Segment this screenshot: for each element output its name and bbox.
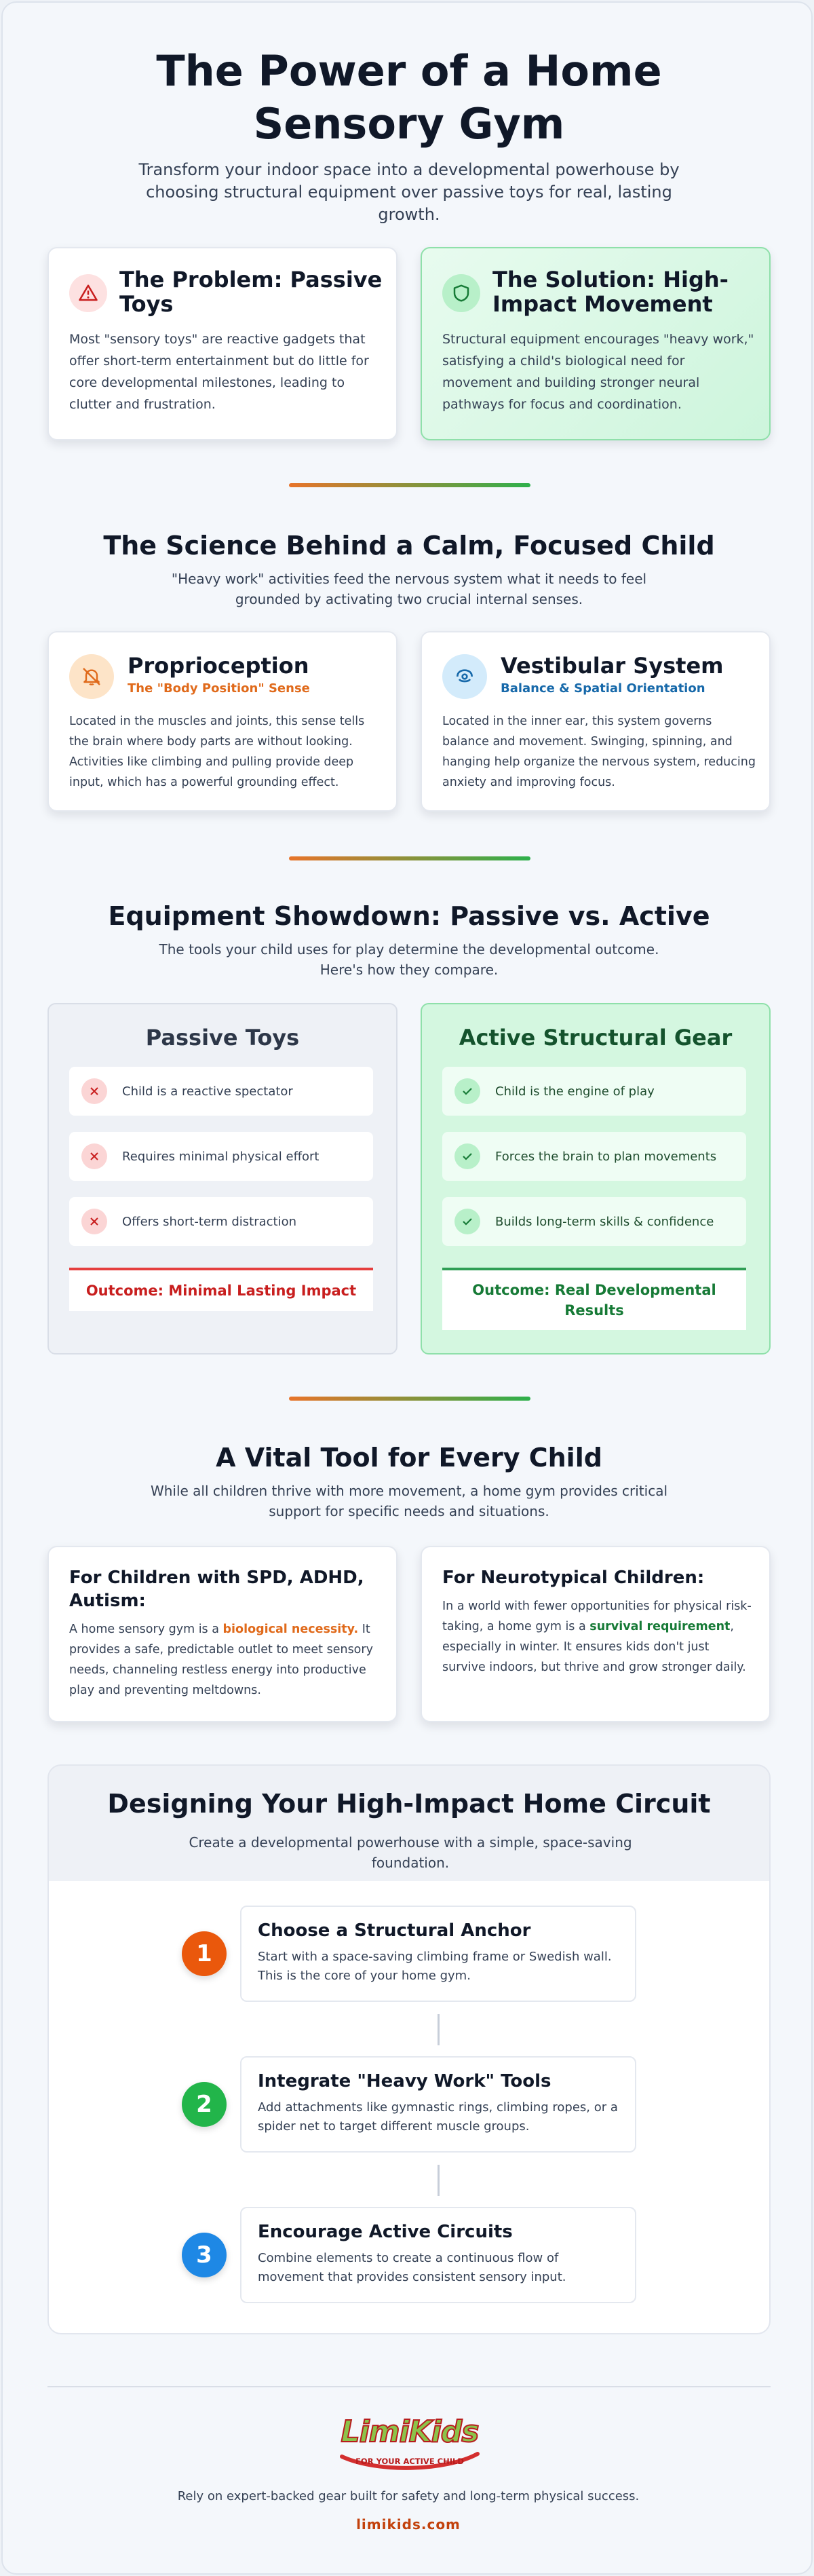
step-connector (438, 2014, 440, 2045)
passive-item-label: Requires minimal physical effort (122, 1149, 319, 1164)
check-icon (454, 1143, 480, 1169)
step-card (240, 2207, 636, 2303)
vital-title: A Vital Tool for Every Child (216, 1443, 602, 1473)
limikids-logo (336, 2414, 483, 2471)
footer-link[interactable]: limikids.com (356, 2516, 461, 2533)
spd-title: For Children with SPD, ADHD, Autism: (69, 1568, 364, 1611)
step-number: 1 (182, 1931, 227, 1976)
solution-title: The Solution: High-Impact Movement (492, 267, 729, 317)
spd-highlight: biological necessity. (222, 1623, 359, 1636)
active-item-label: Forces the brain to plan movements (495, 1149, 717, 1164)
x-icon (81, 1209, 107, 1234)
proprioception-card (47, 631, 398, 812)
section-divider (289, 483, 530, 487)
passive-column (47, 1003, 398, 1355)
circuit-title: Designing Your High-Impact Home Circuit (107, 1789, 711, 1819)
step-text: Add attachments like gymnastic rings, climbing ropes, or a spider net to target different muscle groups. (258, 2100, 618, 2134)
problem-card (47, 247, 398, 440)
section-divider (289, 856, 530, 860)
ear-icon (442, 654, 487, 699)
circuit-section (47, 1764, 771, 2334)
passive-outcome: Outcome: Minimal Lasting Impact (69, 1268, 373, 1311)
x-icon (81, 1078, 107, 1104)
active-item (442, 1197, 746, 1246)
active-item-label: Child is the engine of play (495, 1084, 655, 1099)
passive-item (69, 1067, 373, 1116)
circuit-subtitle: Create a developmental powerhouse with a simple, space-saving foundation. (189, 1834, 632, 1871)
page-title: The Power of a Home Sensory Gym (156, 46, 662, 149)
problem-text: Most "sensory toys" are reactive gadgets that offer short-term entertainment but do little for core developmental milestones, leading to clutter and frustration. (69, 332, 369, 412)
active-title: Active Structural Gear (459, 1025, 733, 1050)
check-icon (454, 1078, 480, 1104)
spd-text: A home sensory gym is a biological necessity. It provides a safe, predictable outlet to meet sensory needs, channeling restless energy into productive play and preventing meltdowns. (69, 1623, 373, 1697)
active-item (442, 1067, 746, 1116)
active-column (421, 1003, 771, 1355)
step-title: Integrate "Heavy Work" Tools (258, 2071, 551, 2091)
proprioception-text: Located in the muscles and joints, this sense tells the brain where body parts are without looking. Activities like climbing and pulling provide deep input, which has a powerful grounding effect. (69, 715, 365, 789)
vestibular-title: Vestibular System (501, 653, 724, 679)
problem-title: The Problem: Passive Toys (119, 267, 383, 317)
step-number: 2 (182, 2082, 227, 2127)
step-text: Start with a space-saving climbing frame or Swedish wall. This is the core of your home gym. (258, 1950, 612, 1983)
footer-divider (47, 2386, 771, 2387)
active-outcome: Outcome: Real Developmental Results (442, 1268, 746, 1330)
vestibular-tagline: Balance & Spatial Orientation (501, 681, 705, 696)
active-item (442, 1132, 746, 1181)
passive-item-label: Offers short-term distraction (122, 1214, 297, 1229)
spd-card (47, 1546, 398, 1722)
logo-tagline: FOR YOUR ACTIVE CHILD (355, 2457, 464, 2466)
vital-subtitle: While all children thrive with more movement, a home gym provides critical support for specific needs and situations. (150, 1483, 668, 1519)
neuro-highlight: survival requirement (589, 1620, 731, 1633)
showdown-header (47, 900, 771, 980)
solution-card (421, 247, 771, 440)
section-divider (289, 1397, 530, 1401)
bell-off-icon (69, 654, 114, 699)
header (47, 45, 771, 226)
step-card (240, 1906, 636, 2002)
science-title: The Science Behind a Calm, Focused Child (103, 531, 715, 561)
neuro-title: For Neurotypical Children: (442, 1568, 705, 1588)
vestibular-text: Located in the inner ear, this system governs balance and movement. Swinging, spinning, and hanging help organize the nervous system, reducing anxiety and improving focus. (442, 715, 756, 789)
showdown-title: Equipment Showdown: Passive vs. Active (108, 901, 710, 931)
warning-icon (69, 274, 107, 312)
science-subtitle: "Heavy work" activities feed the nervous system what it needs to feel grounded by activating two crucial internal senses. (171, 571, 647, 607)
step-text: Combine elements to create a continuous flow of movement that provides consistent sensory input. (258, 2251, 566, 2284)
x-icon (81, 1143, 107, 1169)
passive-item (69, 1132, 373, 1181)
step-number: 3 (182, 2233, 227, 2277)
passive-item (69, 1197, 373, 1246)
step-title: Encourage Active Circuits (258, 2222, 513, 2242)
proprioception-title: Proprioception (128, 653, 309, 679)
logo-wordmark: LimiKids (341, 2414, 479, 2449)
vital-header (47, 1441, 771, 1521)
infographic-page (1, 1, 813, 2575)
passive-item-label: Child is a reactive spectator (122, 1084, 293, 1099)
proprioception-tagline: The "Body Position" Sense (128, 681, 310, 696)
intro-text: Transform your indoor space into a developmental powerhouse by choosing structural equipment over passive toys for real, lasting growth. (138, 160, 680, 224)
neuro-text: In a world with fewer opportunities for physical risk-taking, a home gym is a survival requirement, especially in winter. It ensures kids don't just survive indoors, but thrive and grow stronger daily. (442, 1599, 752, 1674)
step-connector (438, 2165, 440, 2196)
neurotypical-card (421, 1546, 771, 1722)
step-card (240, 2056, 636, 2153)
showdown-subtitle: The tools your child uses for play determine the developmental outcome. Here's how they compare. (159, 941, 659, 978)
solution-text: Structural equipment encourages "heavy work," satisfying a child's biological need for movement and building stronger neural pathways for focus and coordination. (442, 332, 754, 412)
passive-title: Passive Toys (145, 1025, 300, 1050)
step-title: Choose a Structural Anchor (258, 1920, 531, 1941)
vestibular-card (421, 631, 771, 812)
footer-text: Rely on expert-backed gear built for safety and long-term physical success. (177, 2489, 640, 2503)
shield-icon (442, 274, 480, 312)
check-icon (454, 1209, 480, 1234)
active-item-label: Builds long-term skills & confidence (495, 1214, 714, 1229)
science-header (47, 529, 771, 609)
